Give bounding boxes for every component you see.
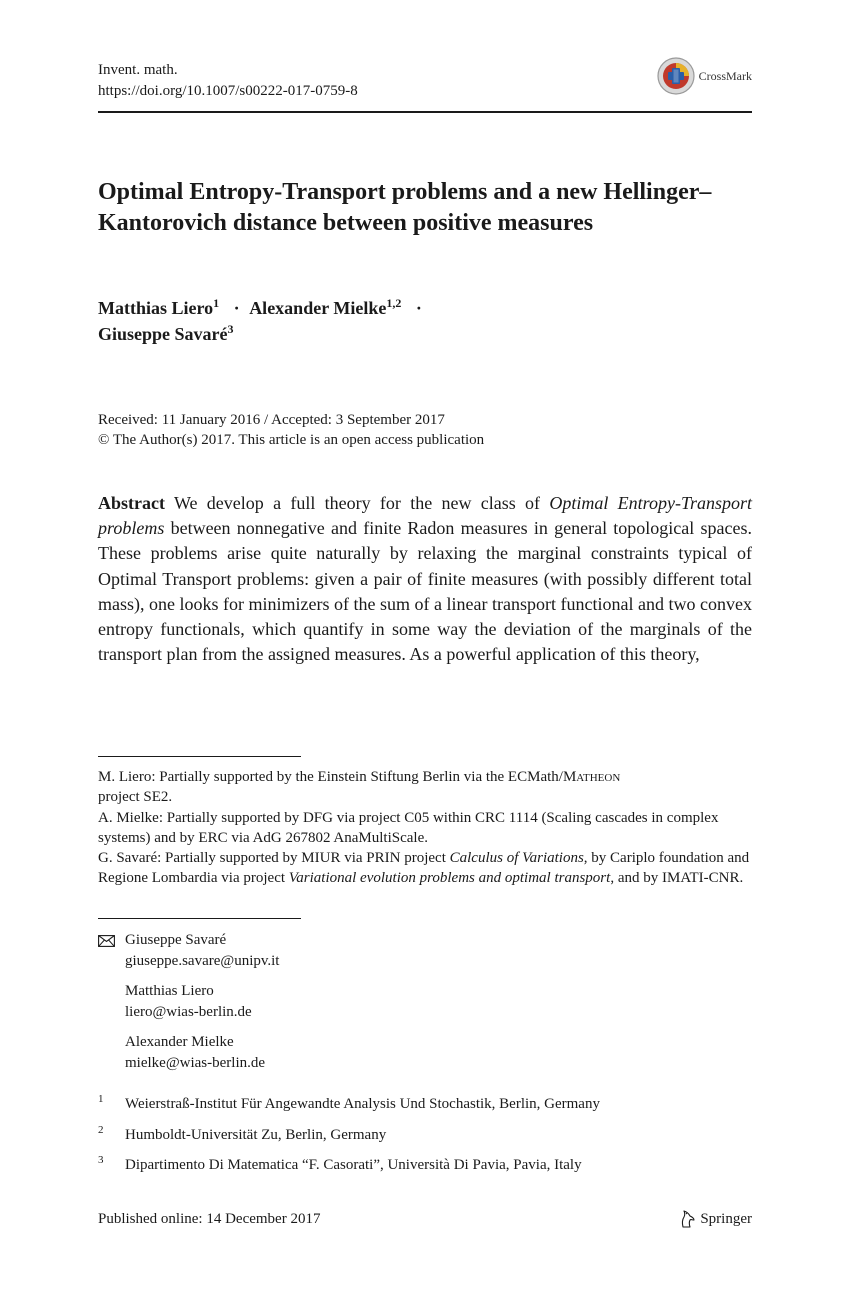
contact-name: Alexander Mielke [125, 1034, 234, 1050]
funding-footnotes [98, 767, 752, 889]
footnote-text: project SE2. [98, 789, 173, 806]
affiliation-number: 3 [98, 1154, 104, 1166]
footnote-rule [98, 756, 301, 757]
article-first-page [98, 0, 752, 1290]
contact-entry [125, 930, 279, 971]
contact-name: Matthias Liero [125, 983, 214, 999]
author-affiliation-ref: 3 [227, 322, 234, 336]
footnote-mielke: A. Mielke: Partially supported by DFG via project C05 within CRC 1114 (Scaling cascades in complex systems) and by ERC via AdG 267802 AnaMultiScale. [98, 809, 719, 846]
contact-email[interactable]: mielke@wias-berlin.de [125, 1054, 266, 1071]
footnote-text: G. Savaré: Partially supported by MIUR via PRIN project [98, 850, 446, 867]
journal-name: Invent. math. [98, 62, 178, 78]
springer-logo[interactable] [677, 1209, 752, 1229]
author-name[interactable]: Matthias Liero [98, 298, 214, 318]
author-affiliation-ref: 1 [213, 296, 220, 310]
springer-horse-icon [677, 1209, 697, 1229]
published-online-date: Published online: 14 December 2017 [98, 1211, 321, 1227]
contact-email[interactable]: giuseppe.savare@unipv.it [125, 952, 280, 969]
affiliation-text: Humboldt-Universität Zu, Berlin, Germany [125, 1127, 387, 1143]
article-dates [98, 410, 752, 450]
contact-name: Giuseppe Savaré [125, 932, 227, 948]
affiliation-text: Dipartimento Di Matematica “F. Casorati”, Università Di Pavia, Pavia, Italy [125, 1157, 582, 1173]
author-name[interactable]: Giuseppe Savaré [98, 324, 228, 344]
footnote-project-name: Calculus of Variations [449, 850, 584, 867]
footnote-liero [98, 767, 752, 808]
abstract [98, 491, 752, 667]
page-footer [98, 1209, 752, 1229]
contact-rule [98, 918, 301, 919]
publisher-name: Springer [700, 1211, 752, 1227]
article-title: Optimal Entropy-Transport problems and a new Hellinger–Kantorovich distance between positive measures [98, 179, 712, 236]
author-name[interactable]: Alexander Mielke [249, 298, 387, 318]
author-separator: · [415, 298, 422, 318]
contact-email[interactable]: liero@wias-berlin.de [125, 1003, 252, 1020]
abstract-text: We develop a full theory for the new class of [173, 493, 541, 513]
footnote-savare [98, 848, 752, 889]
envelope-icon [98, 935, 115, 947]
abstract-emphasis: Optimal Entropy-Transport problems [98, 493, 753, 539]
crossmark-icon [656, 56, 696, 96]
crossmark-label: CrossMark [698, 68, 752, 83]
contact-entry [125, 1032, 265, 1073]
affiliation-number: 2 [98, 1124, 104, 1136]
affiliation-number: 1 [98, 1093, 104, 1105]
abstract-text: between nonnegative and finite Radon measures in general topological spaces. These problems arise quite naturally by relaxing the marginal constraints typical of Optimal Transport problems: given a pair of finite measures (with possibly different total mass), one looks for minimizers of the sum of a linear transport functional and two convex entropy functionals, which quantify in some way the deviation of the marginals of the transport plan from the assigned measures. As a powerful application of this theory, [98, 518, 752, 665]
received-accepted-line: Received: 11 January 2016 / Accepted: 3 September 2017 [98, 412, 445, 428]
author-affiliation-ref: 1,2 [386, 296, 402, 310]
footnote-text: M. Liero: Partially supported by the Einstein Stiftung Berlin via the ECMath/ [98, 769, 563, 785]
crossmark-badge[interactable] [656, 56, 752, 96]
footnote-project-name: Variational evolution problems and optimal transport [288, 870, 611, 887]
footnote-text: , and by IMATI-CNR. [610, 870, 744, 887]
copyright-line: © The Author(s) 2017. This article is an open access publication [98, 432, 485, 448]
affiliation-text: Weierstraß-Institut Für Angewandte Analysis Und Stochastik, Berlin, Germany [125, 1096, 600, 1112]
journal-header [98, 60, 752, 112]
abstract-label: Abstract [98, 493, 165, 513]
header-rule [98, 111, 752, 113]
author-list [98, 295, 752, 347]
doi-link[interactable]: https://doi.org/10.1007/s00222-017-0759-8 [98, 83, 358, 99]
footnote-text: , by Cariplo foundation and Regione Lombardia via project [98, 850, 750, 887]
author-separator: · [233, 298, 240, 318]
footnote-project-name: Matheon [562, 769, 621, 785]
contact-entry [125, 981, 252, 1022]
